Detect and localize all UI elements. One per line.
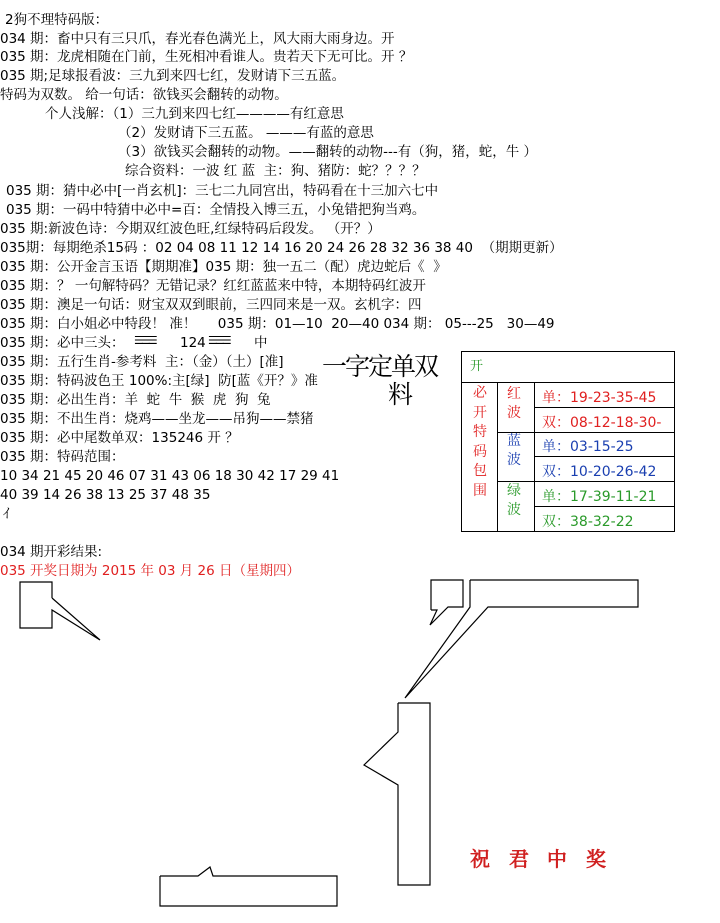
text-line: 035 期：澳足一句话：财宝双双到眼前，三四同来是一双。玄机字：四 [0, 297, 422, 313]
text-line: 中 [254, 335, 268, 351]
text-line: 035 期：特码范围： [0, 449, 125, 465]
text-line: 035 期：公开金言玉语【期期准】035 期：独一五二（配）虎边蛇后《 》 [0, 259, 447, 275]
row-numbers: 17-39-11-21 [570, 489, 657, 505]
text-line: 035 期：必中三头： [0, 335, 125, 351]
draw-date: 035 开奖日期为 2015 年 03 月 26 日（星期四） [0, 563, 301, 579]
text-line: 035 期：特码波色王 100%:主[绿] 防[蓝《开？》准 [0, 373, 318, 389]
text-line: 035 期：五行生肖-参考料 主：（金）（土）[准] [0, 354, 284, 370]
row-numbers: 38-32-22 [570, 514, 634, 530]
text-line: 40 39 14 26 38 13 25 37 48 35 [0, 487, 211, 503]
text-line: 035期：每期绝杀15码 ：02 04 08 11 12 14 16 20 24 26 28 32 36 38 40 （期期更新） [0, 240, 563, 256]
row-kind: 单： [542, 390, 570, 406]
blessing-char: 君 [509, 847, 531, 871]
callout-small [430, 580, 463, 625]
stamp-subtitle: 料 [388, 380, 412, 409]
row-numbers: 10-20-26-42 [570, 464, 657, 480]
row-numbers: 19-23-35-45 [570, 390, 657, 406]
callout-tall [364, 703, 430, 885]
text-line: 综合资料：一波 红 蓝 主：狗、猪防：蛇？？？？ [125, 163, 426, 179]
row-kind: 单： [542, 489, 570, 505]
text-line: （3）欲钱买会翻转的动物。——翻转的动物---有（狗，猪，蛇，牛 ） [118, 144, 537, 160]
text-line: 035 期:新波色诗：今期双红波色旺,红绿特码后段发。 （开？） [0, 221, 381, 237]
row-kind: 单： [542, 439, 570, 455]
wave-label-blue: 蓝波 [507, 433, 521, 468]
text-line: 035 期：必出生肖：羊 蛇 牛 猴 虎 狗 兔 [0, 392, 271, 408]
callout-left [20, 582, 100, 640]
row-kind: 双： [542, 514, 570, 530]
text-line: 035 期：龙虎相随在门前，生死相冲看谁人。贵若天下无可比。开 ？ [0, 49, 413, 65]
text-line: （2）发财请下三五蓝。 ———有蓝的意思 [118, 125, 374, 141]
text-line: 035 期：必中尾数单双：135246 开 ？ [0, 430, 239, 446]
text-line: 个人浅解：（1）三九到来四七红————有红意思 [45, 106, 344, 122]
result-heading: 034 期开彩结果: [0, 544, 103, 560]
table-header-label: 开 [470, 359, 484, 374]
text-line: 124 [180, 335, 206, 351]
wave-label-red: 红波 [507, 386, 521, 421]
text-line: 035 期;足球报看波：三九到来四七红，发财请下三五蓝。 [0, 68, 346, 84]
row-kind: 双： [542, 464, 570, 480]
text-line: 035 期：猜中必中[一肖玄机]：三七二九同宫出，特码看在十三加六七中 [6, 183, 439, 199]
blessing-char: 奖 [586, 847, 608, 871]
text-line: 10 34 21 45 20 46 07 31 43 06 18 30 42 17 29 41 [0, 468, 340, 484]
row-numbers: 08-12-18-30- [570, 415, 662, 431]
row-kind: 双： [542, 415, 570, 431]
text-line: ｲ [3, 506, 10, 522]
callout-long [405, 580, 638, 698]
text-line: 034 期：畜中只有三只爪，春光春色满光上，风大雨大雨身边。开 [0, 31, 395, 47]
text-line: 035 期：？ 一句解特码？无错记录？红红蓝蓝来中特，本期特码红波开 [0, 278, 426, 294]
callout-bottom [160, 867, 337, 906]
text-line: 035 期：不出生肖：烧鸡——坐龙——吊狗——禁猪 [0, 411, 314, 427]
text-line: 特码为双数。 给一句话：欲钱买会翻转的动物。 [0, 87, 288, 103]
blessing-char: 中 [547, 847, 569, 871]
stamp-title: 一字定单双 [322, 352, 438, 381]
trigram-icon: ☰☰☰ [134, 334, 155, 347]
doc-title: 2狗不理特码版： [5, 12, 109, 28]
text-line: 035 期：白小姐必中特段！ 准！ 035 期：01—10 20—40 034 期： 05---25 30—49 [0, 316, 555, 332]
wave-label-green: 绿波 [507, 483, 521, 518]
blessing-char: 祝 [470, 847, 492, 871]
side-label: 必开特码包围 [473, 385, 487, 499]
text-line: 035 期：一码中特猜中必中=百：全情投入博三五，小兔错把狗当鸡。 [6, 202, 426, 218]
row-numbers: 03-15-25 [570, 439, 634, 455]
trigram-icon: ☰☰☰ [208, 334, 229, 347]
